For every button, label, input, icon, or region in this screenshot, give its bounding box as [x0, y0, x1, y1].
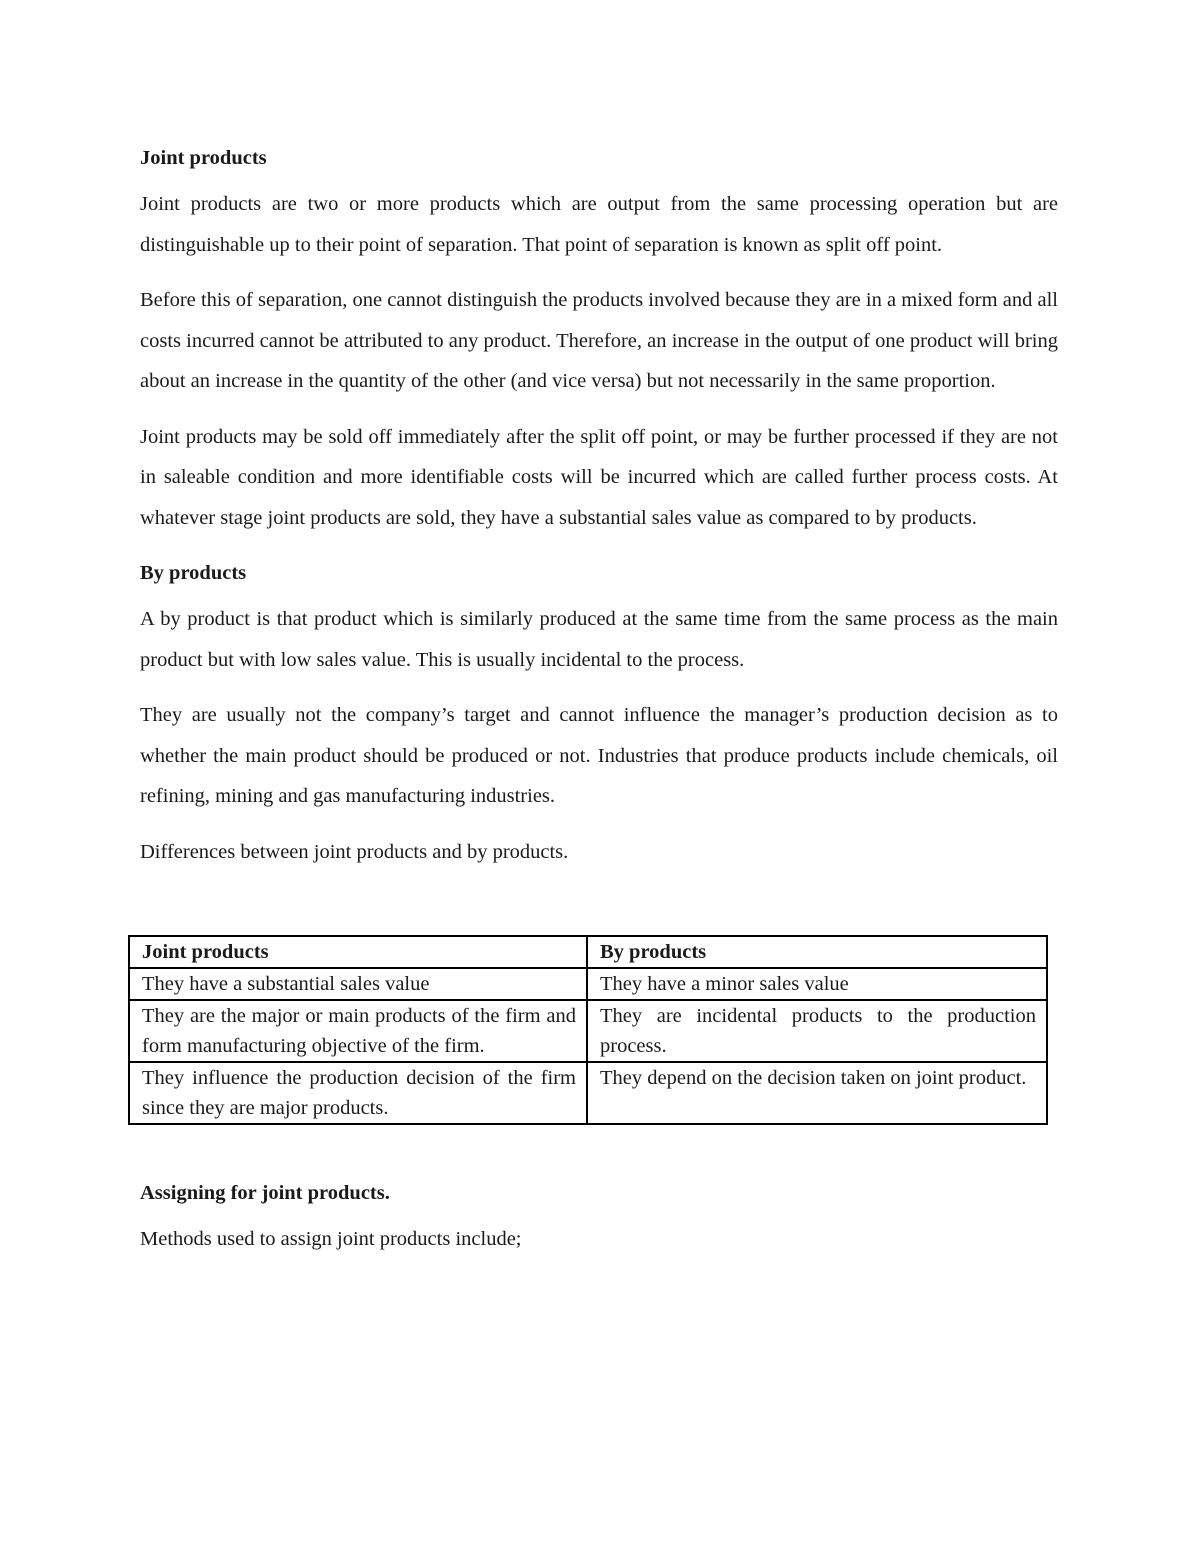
table-row: [129, 1062, 1047, 1124]
paragraph: Joint products are two or more products which are output from the same processing operation but are distinguishable up to their point of separation. That point of separation is known as split off point.: [140, 193, 1058, 256]
table-cell: They have a minor sales value: [587, 968, 1047, 1000]
paragraph: Joint products may be sold off immediately after the split off point, or may be further processed if they are not in saleable condition and more identifiable costs will be incurred which are called further process costs. At whatever stage joint products are sold, they have a substantial sales value as compared to by products.: [140, 425, 1058, 529]
table-header-cell: By products: [587, 936, 1047, 968]
paragraph: They are usually not the company’s target and cannot influence the manager’s production decision as to whether the main product should be produced or not. Industries that produce products include chemicals, oil refining, mining and gas manufacturing industries.: [140, 704, 1058, 807]
table-cell: They depend on the decision taken on joint product.: [587, 1062, 1047, 1124]
spacer: [140, 1125, 1058, 1173]
section-heading-joint-products: Joint products: [140, 147, 267, 169]
table-header-cell: Joint products: [129, 936, 587, 968]
table-row: [129, 1000, 1047, 1062]
table-cell: They are the major or main products of the firm and form manufacturing objective of the firm.: [129, 1000, 587, 1062]
section-heading-assigning: Assigning for joint products.: [140, 1182, 390, 1204]
table-cell: They are incidental products to the production process.: [587, 1000, 1047, 1062]
paragraph: Before this of separation, one cannot distinguish the products involved because they are in a mixed form and all costs incurred cannot be attributed to any product. Therefore, an increase in the output of one product will bring about an increase in the quantity of the other (and vice versa) but not necessarily in the same proportion.: [140, 289, 1058, 392]
comparison-table: [128, 935, 1048, 1125]
table-row: [129, 968, 1047, 1000]
table-header-row: [129, 936, 1047, 968]
paragraph: Methods used to assign joint products include;: [140, 1228, 522, 1250]
table-cell: They have a substantial sales value: [129, 968, 587, 1000]
paragraph: Differences between joint products and by products.: [140, 840, 569, 863]
spacer: [140, 887, 1058, 935]
paragraph: A by product is that product which is similarly produced at the same time from the same process as the main product but with low sales value. This is usually incidental to the process.: [140, 608, 1058, 671]
document-page: [140, 138, 1058, 1275]
table-cell: They influence the production decision of the firm since they are major products.: [129, 1062, 587, 1124]
section-heading-by-products: By products: [140, 562, 247, 584]
